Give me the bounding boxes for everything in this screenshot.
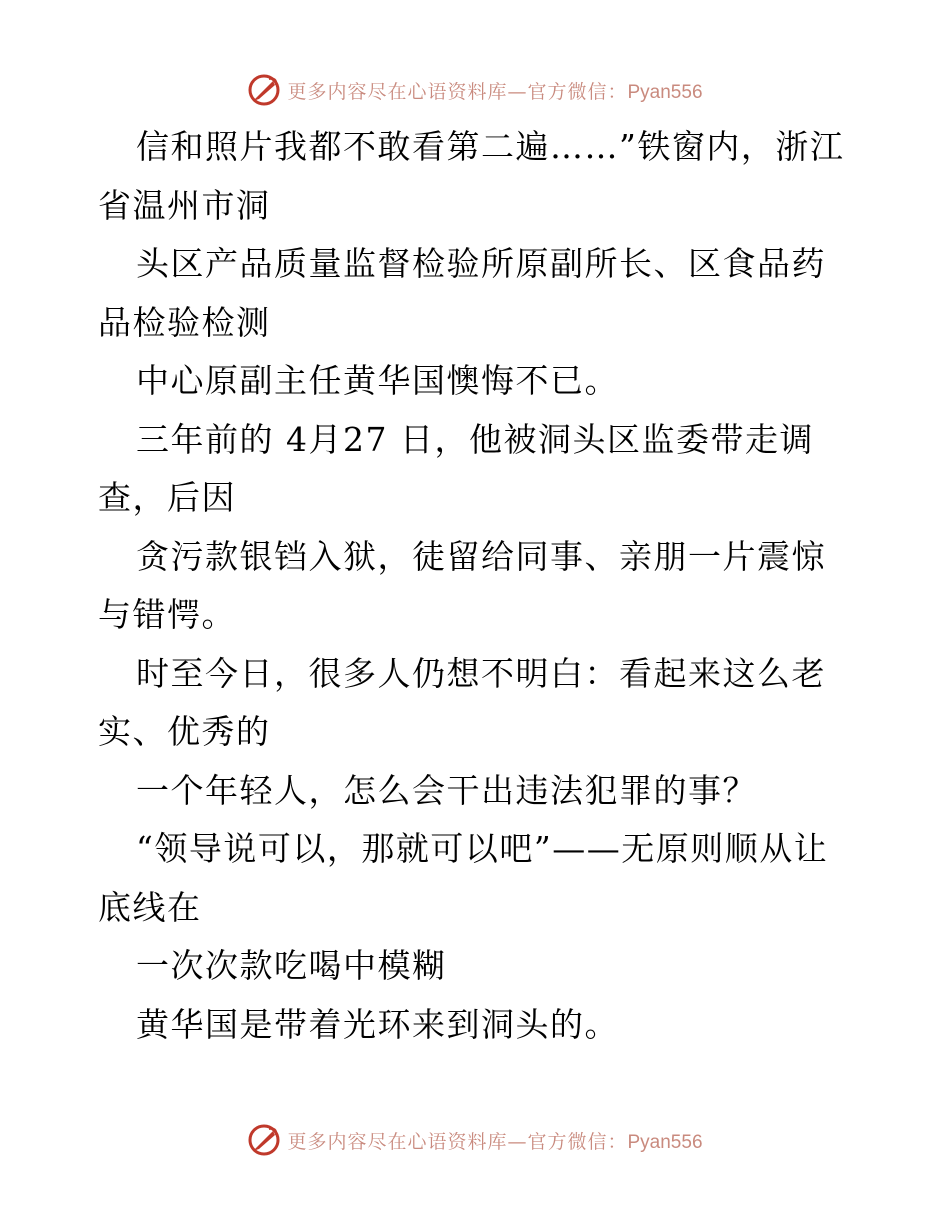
watermark-wechat-id: Pyan556 — [627, 81, 703, 103]
header-watermark — [0, 70, 950, 110]
body-text — [98, 118, 858, 1054]
paragraph: 信和照片我都不敢看第二遍……”铁窗内，浙江省温州市洞 — [98, 127, 845, 225]
watermark-text: 更多内容尽在心语资料库—官方微信：Pyan556 — [287, 80, 703, 103]
footer-watermark — [0, 1120, 950, 1160]
paragraph: “领导说可以，那就可以吧”——无原则顺从让底线在 — [98, 829, 829, 927]
paragraph: 一个年轻人，怎么会干出违法犯罪的事？ — [136, 770, 757, 810]
paragraph: 一次次款吃喝中模糊 — [136, 946, 447, 985]
quill-logo-icon — [247, 73, 281, 107]
paragraph: 头区产品质量监督检验所原副所长、区食品药品检验检测 — [98, 244, 826, 342]
watermark-text: 更多内容尽在心语资料库—官方微信：Pyan556 — [287, 1130, 703, 1153]
paragraph: 中心原副主任黄华国懊悔不已。 — [136, 361, 619, 400]
paragraph: 三年前的 4月27 日，他被洞头区监委带走调查，后因 — [98, 419, 814, 517]
paragraph: 贪污款银铛入狱，徒留给同事、亲朋一片震惊与错愕。 — [98, 536, 826, 634]
paragraph: 黄华国是带着光环来到洞头的。 — [136, 1004, 619, 1044]
paragraph: 时至今日，很多人仍想不明白：看起来这么老实、优秀的 — [98, 653, 826, 751]
watermark-wechat-id: Pyan556 — [627, 1131, 703, 1153]
quill-logo-icon — [247, 1123, 281, 1157]
